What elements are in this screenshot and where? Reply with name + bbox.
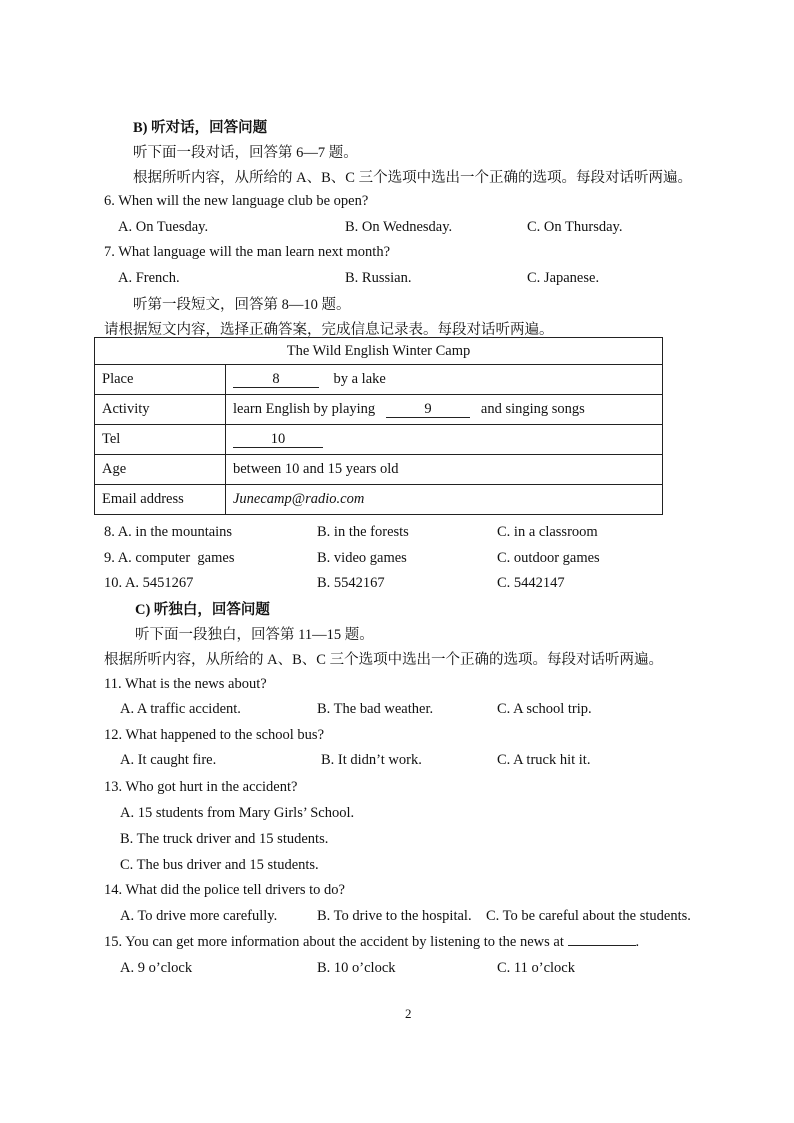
passage-intro: 听第一段短文，回答第 8—10 题。 bbox=[133, 297, 351, 313]
q6-stem: 6. When will the new language club be open? bbox=[104, 193, 369, 209]
q15-option-a: A. 9 o’clock bbox=[120, 960, 193, 976]
q11-option-c: C. A school trip. bbox=[497, 701, 592, 717]
activity-text: learn English by playing bbox=[233, 401, 376, 417]
answer-blank-9: 9 bbox=[386, 402, 470, 418]
place-rest: by a lake bbox=[333, 371, 386, 387]
page-number: 2 bbox=[405, 1006, 412, 1021]
q8-option-a: 8. A. in the mountains bbox=[104, 524, 233, 540]
q10-option-a: 10. A. 5451267 bbox=[104, 575, 194, 591]
activity-rest: and singing songs bbox=[480, 401, 585, 417]
passage-instruction: 请根据短文内容，选择正确答案，完成信息记录表。每段对话听两遍。 bbox=[104, 322, 554, 338]
table-row bbox=[95, 365, 663, 395]
q8-option-c: C. in a classroom bbox=[497, 524, 598, 540]
activity-label: Activity bbox=[95, 395, 226, 425]
q15-stem bbox=[104, 934, 639, 951]
q6-option-a: A. On Tuesday. bbox=[118, 219, 209, 235]
q8-option-b: B. in the forests bbox=[317, 524, 409, 540]
q15-stem-end: . bbox=[635, 934, 640, 950]
q15-stem-text: 15. You can get more information about the accident by listening to the news at bbox=[104, 934, 564, 950]
tel-cell bbox=[226, 425, 663, 455]
q13-option-b: B. The truck driver and 15 students. bbox=[120, 831, 329, 847]
q10-option-c: C. 5442147 bbox=[497, 575, 565, 591]
q12-option-a: A. It caught fire. bbox=[120, 752, 217, 768]
table-row bbox=[95, 395, 663, 425]
place-label: Place bbox=[95, 365, 226, 395]
q14-stem: 14. What did the police tell drivers to do? bbox=[104, 882, 345, 898]
table-row bbox=[95, 455, 663, 485]
q13-stem: 13. Who got hurt in the accident? bbox=[104, 779, 298, 795]
age-value: between 10 and 15 years old bbox=[226, 455, 663, 485]
section-b-instruction: 根据所听内容，从所给的 A、B、C 三个选项中选出一个正确的选项。每段对话听两遍。 bbox=[133, 170, 693, 186]
table-row bbox=[95, 485, 663, 515]
q14-option-b: B. To drive to the hospital. bbox=[317, 908, 472, 924]
q15-option-b: B. 10 o’clock bbox=[317, 960, 396, 976]
q9-option-b: B. video games bbox=[317, 550, 407, 566]
q11-option-a: A. A traffic accident. bbox=[120, 701, 241, 717]
section-b-title: B) 听对话，回答问题 bbox=[133, 120, 268, 136]
section-b-intro: 听下面一段对话，回答第 6—7 题。 bbox=[133, 145, 358, 161]
q6-option-b: B. On Wednesday. bbox=[345, 219, 453, 235]
q15-option-c: C. 11 o’clock bbox=[497, 960, 575, 976]
tel-label: Tel bbox=[95, 425, 226, 455]
q13-option-a: A. 15 students from Mary Girls’ School. bbox=[120, 805, 355, 821]
place-cell bbox=[226, 365, 663, 395]
q14-option-a: A. To drive more carefully. bbox=[120, 908, 278, 924]
q7-option-b: B. Russian. bbox=[345, 270, 412, 286]
q7-option-c: C. Japanese. bbox=[527, 270, 600, 286]
section-c-title: C) 听独白，回答问题 bbox=[135, 602, 270, 618]
q9-option-c: C. outdoor games bbox=[497, 550, 600, 566]
activity-cell bbox=[226, 395, 663, 425]
answer-blank-15 bbox=[568, 945, 636, 946]
answer-blank-8: 8 bbox=[233, 372, 319, 388]
q7-option-a: A. French. bbox=[118, 270, 180, 286]
q12-stem: 12. What happened to the school bus? bbox=[104, 727, 324, 743]
q9-option-a: 9. A. computer games bbox=[104, 550, 235, 566]
table-row bbox=[95, 425, 663, 455]
answer-blank-10: 10 bbox=[233, 432, 323, 448]
section-c-intro: 听下面一段独白，回答第 11—15 题。 bbox=[135, 627, 374, 643]
camp-info-table bbox=[94, 337, 663, 515]
q6-option-c: C. On Thursday. bbox=[527, 219, 623, 235]
email-label: Email address bbox=[95, 485, 226, 515]
age-label: Age bbox=[95, 455, 226, 485]
q12-option-c: C. A truck hit it. bbox=[497, 752, 591, 768]
q11-stem: 11. What is the news about? bbox=[104, 676, 267, 692]
section-c-instruction: 根据所听内容，从所给的 A、B、C 三个选项中选出一个正确的选项。每段对话听两遍。 bbox=[104, 652, 664, 668]
q14-option-c: C. To be careful about the students. bbox=[486, 908, 691, 924]
q12-option-b: B. It didn’t work. bbox=[321, 752, 422, 768]
q13-option-c: C. The bus driver and 15 students. bbox=[120, 857, 319, 873]
q11-option-b: B. The bad weather. bbox=[317, 701, 434, 717]
email-value: Junecamp@radio.com bbox=[226, 485, 663, 515]
table-title: The Wild English Winter Camp bbox=[95, 338, 663, 365]
q10-option-b: B. 5542167 bbox=[317, 575, 385, 591]
q7-stem: 7. What language will the man learn next month? bbox=[104, 244, 391, 260]
